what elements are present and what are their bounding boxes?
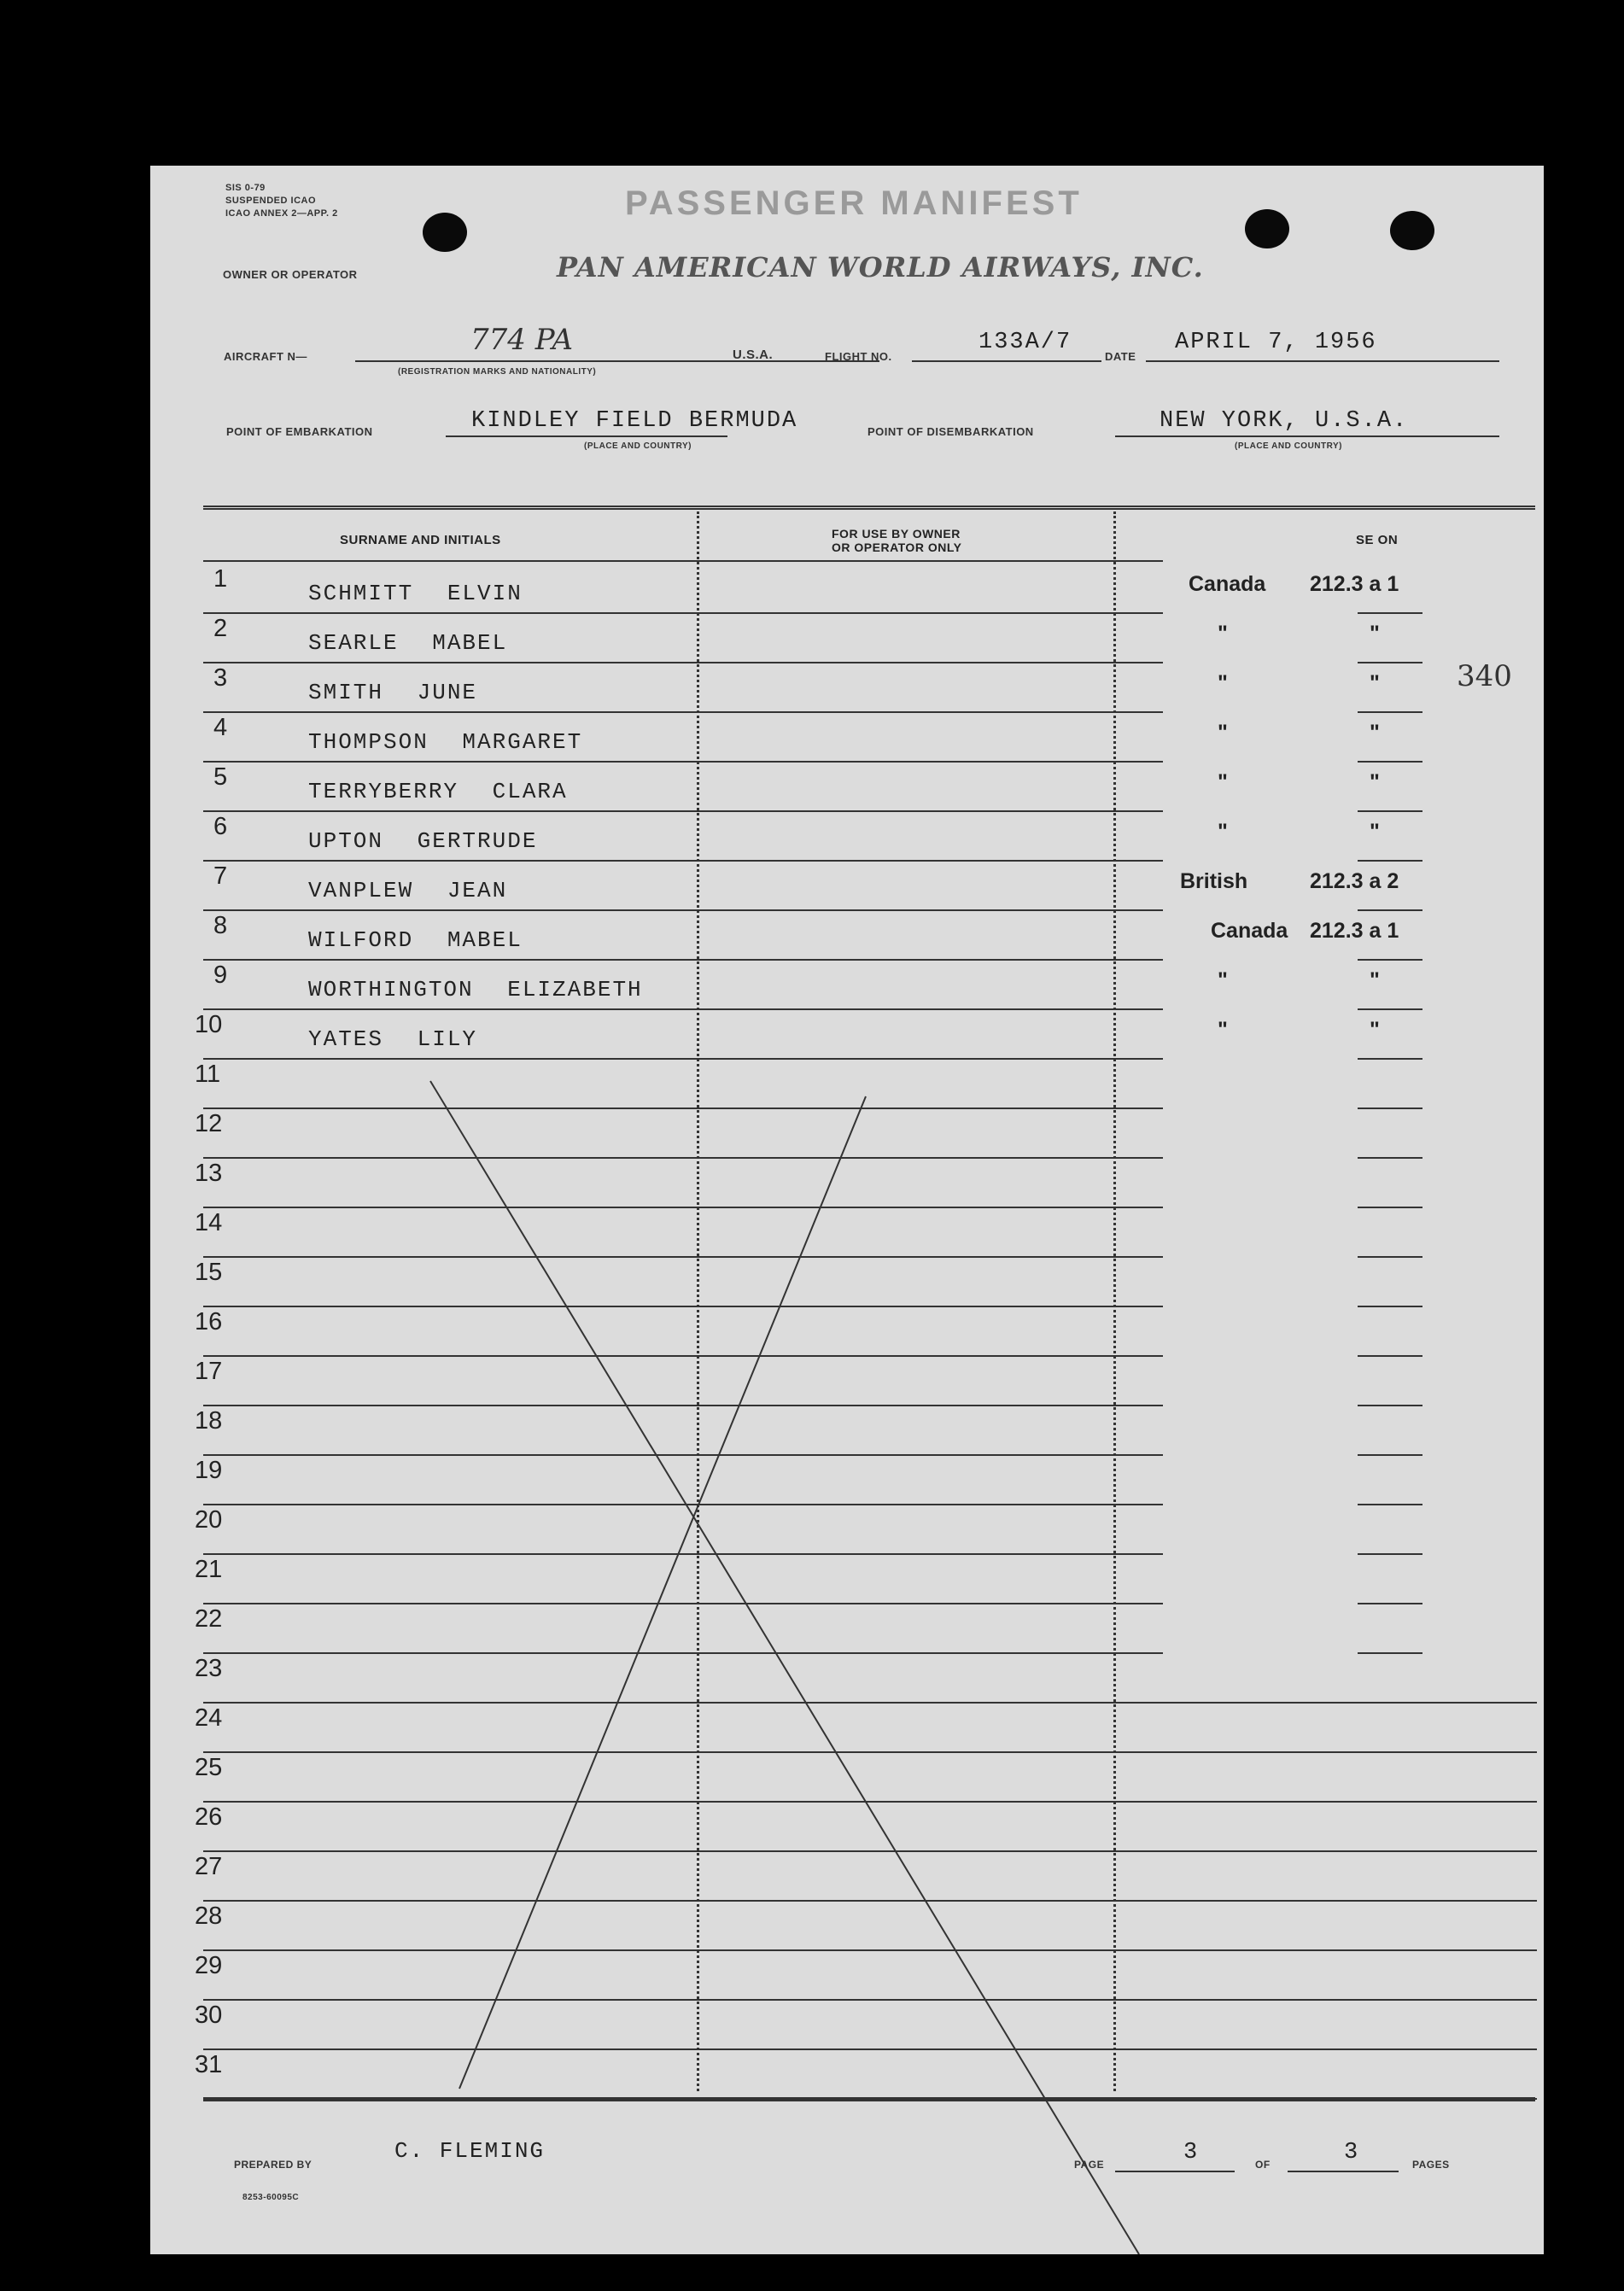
operator-name: PAN AMERICAN WORLD AIRWAYS, INC. [557, 251, 1204, 283]
void-cross-mark [150, 166, 1544, 2254]
passenger-name: TERRYBERRY CLARA [308, 779, 568, 804]
row-number: 27 [195, 1853, 223, 1880]
row-number: 5 [213, 763, 228, 791]
passenger-name: WORTHINGTON ELIZABETH [308, 977, 643, 1002]
embark-place: KINDLEY FIELD BERMUDA [471, 408, 798, 434]
page-total: 3 [1344, 2140, 1360, 2165]
immigration-code: " [1370, 1018, 1380, 1042]
aircraft-label: AIRCRAFT N— [224, 350, 307, 363]
row-number: 30 [195, 2002, 223, 2029]
immigration-code: " [1370, 622, 1380, 646]
nationality: " [1218, 721, 1228, 745]
row-number: 24 [195, 1704, 223, 1732]
immigration-code: 212.3 a 1 [1310, 572, 1399, 596]
immigration-code: " [1370, 671, 1380, 695]
surname-header: SURNAME AND INITIALS [340, 533, 501, 547]
disembark-sublabel: (PLACE AND COUNTRY) [1235, 441, 1342, 451]
embark-sublabel: (PLACE AND COUNTRY) [584, 441, 692, 451]
passenger-name: YATES LILY [308, 1026, 478, 1052]
nationality: " [1218, 968, 1228, 992]
prepared-by: C. FLEMING [394, 2138, 546, 2164]
form-ref-3: ICAO ANNEX 2—APP. 2 [225, 208, 338, 219]
immigration-code: " [1370, 770, 1380, 794]
prepared-label: PREPARED BY [234, 2159, 313, 2171]
nationality: " [1218, 671, 1228, 695]
row-number: 8 [213, 912, 228, 939]
passenger-name: SMITH JUNE [308, 680, 478, 705]
passenger-name: SCHMITT ELVIN [308, 581, 523, 606]
passenger-name: SEARLE MABEL [308, 630, 508, 656]
usa-label: U.S.A. [733, 348, 774, 362]
immigration-code: " [1370, 721, 1380, 745]
row-number: 25 [195, 1754, 223, 1781]
flight-date: APRIL 7, 1956 [1175, 330, 1377, 355]
manifest-sheet [150, 166, 1544, 2254]
government-use-header: SE ON [1356, 533, 1399, 547]
row-number: 22 [195, 1605, 223, 1633]
form-ref-2: SUSPENDED ICAO [225, 196, 317, 206]
row-number: 29 [195, 1952, 223, 1979]
row-number: 13 [195, 1160, 223, 1187]
passenger-name: VANPLEW JEAN [308, 878, 508, 903]
page-number: 3 [1183, 2140, 1200, 2165]
row-number: 6 [213, 813, 228, 840]
row-number: 3 [213, 664, 228, 692]
owner-label: OWNER OR OPERATOR [223, 268, 358, 281]
flight-number: 133A/7 [978, 330, 1072, 355]
aircraft-number: 774 PA [470, 323, 574, 357]
pages-label: PAGES [1412, 2159, 1450, 2171]
row-number: 12 [195, 1110, 223, 1137]
row-number: 26 [195, 1803, 223, 1831]
disembark-place: NEW YORK, U.S.A. [1160, 408, 1409, 434]
nationality: Canada [1211, 919, 1288, 943]
nationality: Canada [1189, 572, 1266, 596]
row-number: 1 [213, 565, 228, 593]
row-number: 31 [195, 2051, 223, 2078]
page-label: PAGE [1074, 2159, 1105, 2171]
aircraft-sublabel: (REGISTRATION MARKS AND NATIONALITY) [398, 367, 597, 377]
row-number: 4 [213, 714, 228, 741]
passenger-name: UPTON GERTRUDE [308, 828, 538, 854]
row-number: 10 [195, 1011, 223, 1038]
form-ref-1: SIS 0-79 [225, 183, 266, 193]
row-number: 28 [195, 1902, 223, 1930]
row-number: 18 [195, 1407, 223, 1435]
passenger-name: WILFORD MABEL [308, 927, 523, 953]
passenger-name: THOMPSON MARGARET [308, 729, 583, 755]
nationality: " [1218, 770, 1228, 794]
row-number: 16 [195, 1308, 223, 1335]
operator-use-header-2: OR OPERATOR ONLY [832, 541, 962, 554]
nationality: " [1218, 622, 1228, 646]
row-number: 15 [195, 1259, 223, 1286]
date-label: DATE [1105, 350, 1136, 363]
row-number: 2 [213, 615, 228, 642]
form-number: 8253-60095C [242, 2193, 300, 2202]
disembark-label: POINT OF DISEMBARKATION [867, 425, 1034, 438]
immigration-code: 212.3 a 1 [1310, 919, 1399, 943]
nationality: " [1218, 1018, 1228, 1042]
row-number: 20 [195, 1506, 223, 1534]
immigration-code: " [1370, 820, 1380, 844]
row-number: 9 [213, 961, 228, 989]
row-number: 19 [195, 1457, 223, 1484]
page-title: PASSENGER MANIFEST [625, 184, 1083, 222]
operator-use-header-1: FOR USE BY OWNER [832, 527, 961, 541]
immigration-code: 212.3 a 2 [1310, 869, 1399, 893]
embark-label: POINT OF EMBARKATION [226, 425, 373, 438]
immigration-code: " [1370, 968, 1380, 992]
flight-label: FLIGHT NO. [825, 350, 892, 363]
row-number: 7 [213, 862, 228, 890]
row-number: 11 [195, 1061, 221, 1088]
of-label: OF [1255, 2159, 1271, 2171]
margin-note: 340 [1457, 659, 1512, 693]
row-number: 17 [195, 1358, 223, 1385]
row-number: 21 [195, 1556, 223, 1583]
row-number: 14 [195, 1209, 223, 1236]
nationality: British [1180, 869, 1248, 893]
row-number: 23 [195, 1655, 223, 1682]
nationality: " [1218, 820, 1228, 844]
